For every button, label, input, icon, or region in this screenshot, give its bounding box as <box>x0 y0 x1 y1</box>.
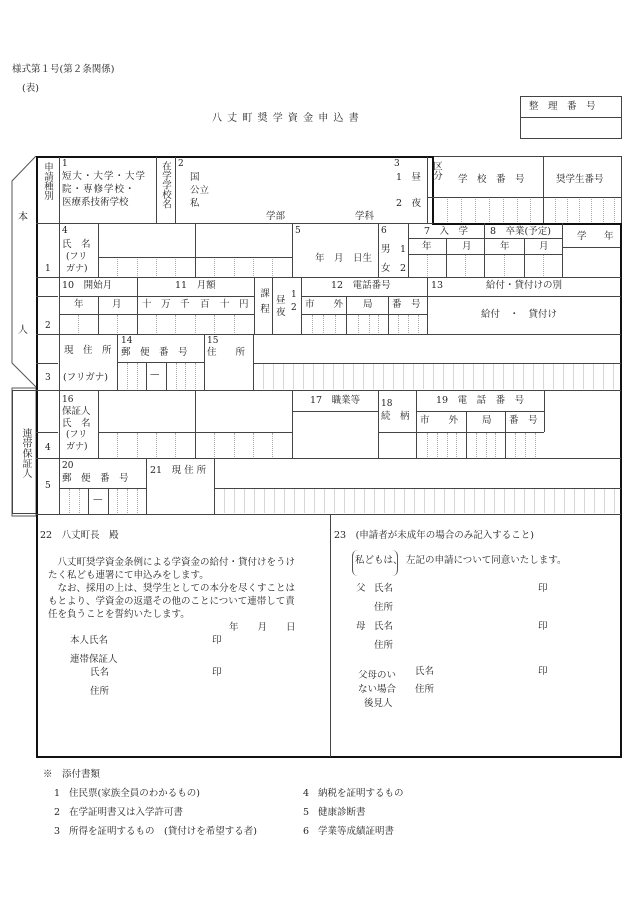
attachment-item: 在学証明書又は入学許可書 <box>69 807 184 818</box>
division-label: 区分 <box>431 161 442 180</box>
start-month-unit: 月 <box>112 299 122 310</box>
row-number: 1 <box>45 264 51 274</box>
guarantor-signature-heading: 連帯保証人 <box>70 654 118 665</box>
guarantor-signature-address-label: 住所 <box>90 686 110 697</box>
day-number: 1 <box>291 290 297 300</box>
mother-address-field[interactable] <box>400 638 610 652</box>
father-label: 父 <box>356 583 366 594</box>
reference-number-field[interactable] <box>522 119 621 137</box>
address-short-label: 住 所 <box>207 347 246 358</box>
school-type-option[interactable]: 医療系技術学校 <box>62 197 129 208</box>
applicant-label-bottom: 人 <box>18 325 28 336</box>
attachment-number: 6 <box>303 826 310 837</box>
guarantor-phone-field[interactable] <box>417 433 543 457</box>
field-number: 13 <box>431 280 444 291</box>
apply-type-label: 申請種別 <box>42 162 53 200</box>
enroll-month-label: 月 <box>462 241 472 252</box>
consent-heading: 23 (申請者が未成年の場合のみ記入すること) <box>334 530 535 541</box>
attachments-heading: ※ 添付書類 <box>43 769 101 780</box>
page-title: 八 丈 町 奨 学 資 金 申 込 書 <box>212 113 360 124</box>
row-number: 2 <box>45 321 51 331</box>
male-option[interactable]: 男 1 <box>381 244 407 255</box>
guarantor-address-label: 21 現 住 所 <box>150 465 207 476</box>
grade-label: 学 年 <box>577 231 618 242</box>
night-label[interactable]: 夜 <box>276 307 286 318</box>
applicant-furigana-field[interactable] <box>99 258 292 277</box>
address-label: 現 住 所 <box>64 345 112 356</box>
guarantor-address-furigana-field[interactable] <box>215 489 620 513</box>
reference-number-label: 整 理 番 号 <box>529 101 596 112</box>
field-number: 3 <box>394 159 400 169</box>
guarantor-furigana-label: (フリ <box>66 430 88 440</box>
guarantor-signature-field[interactable] <box>115 665 210 679</box>
start-month-amount-fields[interactable] <box>60 315 253 333</box>
amount-unit: 十 <box>142 299 152 310</box>
guardian-label: ない場合 <box>358 684 397 695</box>
field-number: 16 <box>62 395 74 405</box>
field-number: 15 <box>207 336 219 346</box>
school-number-label: 学 校 番 号 <box>458 174 525 185</box>
scholar-number-label: 奨学生番号 <box>556 174 604 185</box>
consent-we: 私どもは、 <box>355 555 403 566</box>
postal-dash: — <box>93 494 103 505</box>
applicant-signature-label: 本人氏名 <box>70 635 109 646</box>
attachment-number: 5 <box>303 807 310 818</box>
name-label: 氏 名 <box>62 239 91 250</box>
amount-unit: 百 <box>200 299 210 310</box>
postal-code-label: 郵 便 番 号 <box>121 347 188 358</box>
guarantor-side-label: 連帯保証人 <box>20 428 31 478</box>
reference-number-box <box>520 96 622 139</box>
mother-address-label: 住所 <box>374 640 394 651</box>
guardian-address-field[interactable] <box>440 682 610 696</box>
guarantor-name-field[interactable] <box>99 391 292 431</box>
enroll-graduate-date-fields[interactable] <box>409 255 561 276</box>
faculty-label: 学部 <box>266 211 286 222</box>
day-option[interactable]: 1 昼 <box>396 172 422 183</box>
postal-code-field[interactable] <box>118 363 203 389</box>
declaration-text: なお、採用の上は、奨学生としての本分を尽くすことは <box>48 583 296 594</box>
mother-label: 母 <box>356 621 366 632</box>
phone-area-label: 市 外 <box>305 299 344 310</box>
father-address-label: 住所 <box>374 602 394 613</box>
current-address-field[interactable] <box>254 335 620 362</box>
school-type-option[interactable]: 短大・大学・大学 <box>62 171 147 182</box>
attachment-number: 2 <box>54 807 61 818</box>
phone-number-label: 番 号 <box>509 415 538 426</box>
declaration-text: たく私ども連署にて申込みをします。 <box>48 570 209 581</box>
guarantor-furigana-field[interactable] <box>99 433 292 457</box>
occupation-field[interactable] <box>293 412 377 457</box>
guarantor-address-field[interactable] <box>215 459 620 487</box>
row-number: 5 <box>45 481 51 491</box>
grant-loan-option[interactable]: 給付 ・ 貸付け <box>481 309 558 320</box>
seal-mark: 印 <box>212 667 222 678</box>
department-label: 学科 <box>355 211 375 222</box>
applicant-signature-field[interactable] <box>115 633 210 647</box>
declaration-text: 八丈町奨学資金条例による学資金の給付・貸付けをうけ <box>48 557 296 568</box>
form-reference: 様式第１号(第２条関係) <box>12 64 115 75</box>
school-type-option[interactable]: 院・専修学校・ <box>62 184 136 195</box>
mother-name-label: 氏名 <box>374 621 394 632</box>
night-number: 2 <box>291 303 297 313</box>
furigana-label: (フリ <box>66 252 88 262</box>
relation-label: 続 柄 <box>381 411 410 422</box>
amount-unit: 万 <box>161 299 171 310</box>
night-option[interactable]: 2 夜 <box>396 198 422 209</box>
address-furigana-label: (フリガナ) <box>63 372 108 383</box>
course-label: 課程 <box>258 288 269 319</box>
seal-mark: 印 <box>538 583 548 594</box>
attachment-number: 3 <box>54 826 61 837</box>
attachment-item: 所得を証明するもの (貸付けを希望する者) <box>69 826 257 837</box>
attachment-item: 住民票(家族全員のわかるもの) <box>69 788 200 799</box>
furigana-label: ガナ) <box>66 264 88 274</box>
phone-local-label: 局 <box>363 299 373 310</box>
declaration-text: 任を負うことを誓約いたします。 <box>48 609 190 620</box>
guardian-name-field[interactable] <box>440 664 530 678</box>
form-side-label: (表) <box>22 83 39 94</box>
address-furigana-field[interactable] <box>254 364 620 389</box>
field-number: 1 <box>62 159 68 169</box>
amount-unit: 十 <box>220 299 230 310</box>
grade-field[interactable] <box>563 248 619 276</box>
seal-mark: 印 <box>212 635 222 646</box>
grant-loan-label: 給付・貸付けの別 <box>486 280 563 291</box>
consent-statement: 左記の申請について同意いたします。 <box>406 555 567 566</box>
attachment-item: 学業等成績証明書 <box>318 826 395 837</box>
phone-number-label: 番 号 <box>392 299 421 310</box>
father-name-label: 氏名 <box>374 583 394 594</box>
row-number: 3 <box>45 373 51 383</box>
attachment-number: 1 <box>54 788 61 799</box>
declaration-text: もとより、学資金の返還その他のことについて連帯して責 <box>48 596 295 607</box>
field-number: 5 <box>295 226 301 236</box>
field-number: 4 <box>62 226 68 236</box>
seal-mark: 印 <box>538 666 548 677</box>
amount-unit: 円 <box>239 299 249 310</box>
phone-field[interactable] <box>302 315 426 333</box>
field-number: 2 <box>178 159 184 169</box>
guardian-address-label: 住所 <box>415 684 435 695</box>
guarantor-phone-label: 19 電 話 番 号 <box>436 395 525 406</box>
female-option[interactable]: 女 2 <box>381 263 407 274</box>
ownership-private[interactable]: 私 <box>190 198 200 209</box>
declaration-heading: 22 八丈町長 殿 <box>40 530 119 541</box>
seal-mark: 印 <box>538 621 548 632</box>
field-number: 18 <box>381 399 393 409</box>
father-address-field[interactable] <box>400 600 610 614</box>
amount-unit: 千 <box>180 299 190 310</box>
ownership-public[interactable]: 公立 <box>190 185 210 196</box>
start-year-label: 年 <box>74 299 84 310</box>
field-number: 20 <box>62 461 74 471</box>
field-number: 6 <box>381 226 387 236</box>
guardian-name-label: 氏名 <box>415 666 435 677</box>
guardian-label: 後見人 <box>364 698 393 709</box>
father-name-field[interactable] <box>400 581 530 595</box>
enroll-label: 7 入 学 <box>424 226 469 237</box>
postal-dash: — <box>150 369 160 380</box>
attachment-item: 健康診断書 <box>318 807 366 818</box>
applicant-name-field[interactable] <box>99 224 292 256</box>
school-name-field[interactable] <box>205 170 385 210</box>
phone-local-label: 局 <box>482 415 492 426</box>
guarantor-signature-address-field[interactable] <box>115 684 315 698</box>
guarantor-signature-name-label: 氏名 <box>90 667 110 678</box>
monthly-amount-label: 11 月額 <box>175 280 216 291</box>
applicant-label-top: 本 <box>18 212 28 223</box>
mother-name-field[interactable] <box>400 619 530 633</box>
enroll-year-label: 年 <box>422 241 432 252</box>
row-number: 4 <box>45 443 51 453</box>
ownership-national[interactable]: 国 <box>190 172 200 183</box>
graduate-label: 8 卒業(予定) <box>490 226 551 237</box>
field-number: 14 <box>121 336 133 346</box>
day-label[interactable]: 昼 <box>276 295 286 306</box>
guarantor-name-label: 保証人 <box>62 406 91 417</box>
guarantor-furigana-label: ガナ) <box>66 442 88 452</box>
guardian-label: 父母のい <box>358 670 397 681</box>
graduate-year-label: 年 <box>500 241 510 252</box>
school-number-field[interactable] <box>434 198 542 222</box>
occupation-label: 17 職業等 <box>310 395 361 406</box>
phone-area-label: 市 外 <box>420 415 459 426</box>
start-month-label: 10 開始月 <box>62 280 113 291</box>
school-name-label: 在学学校名 <box>160 161 171 209</box>
attachment-number: 4 <box>303 788 310 799</box>
declaration-date[interactable]: 年 月 日 <box>229 622 296 633</box>
graduate-month-label: 月 <box>539 241 549 252</box>
guarantor-postal-label: 郵 便 番 号 <box>62 473 129 484</box>
relation-field[interactable] <box>379 433 415 457</box>
guarantor-name-label: 氏 名 <box>62 418 91 429</box>
phone-label: 12 電話番号 <box>331 280 391 291</box>
guarantor-postal-field[interactable] <box>60 489 145 513</box>
attachment-item: 納税を証明するもの <box>318 788 404 799</box>
birthdate-field[interactable]: 年 月 日生 <box>315 253 373 264</box>
